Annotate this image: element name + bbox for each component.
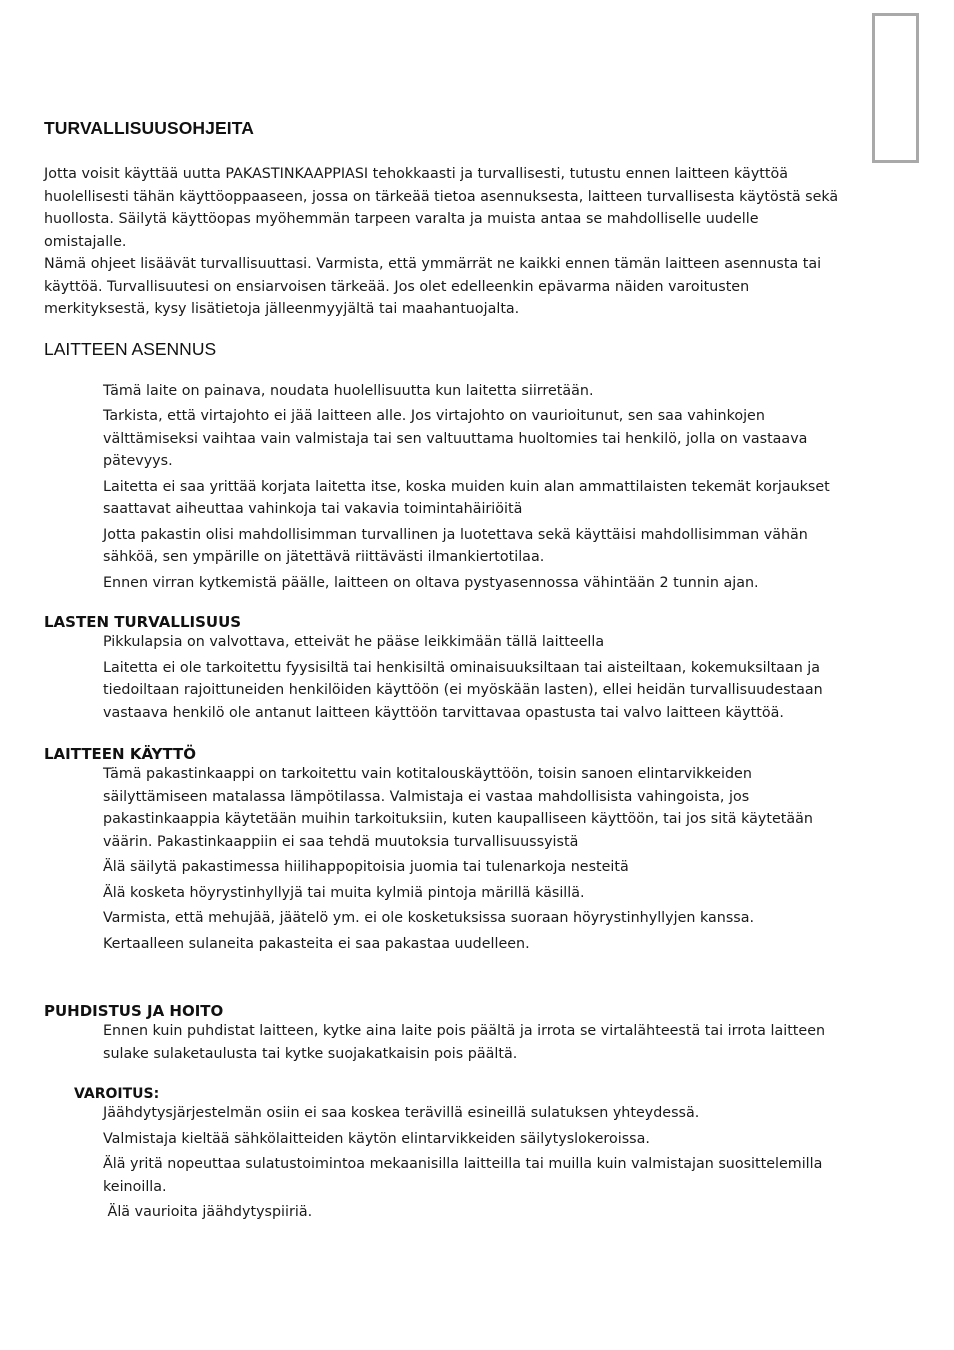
warning-item: Jäähdytysjärjestelmän osiin ei saa koskea terävillä esineillä sulatuksen yhteydessä. — [103, 1105, 700, 1121]
cleaning-list — [103, 1020, 843, 1065]
installation-item: Tämä laite on painava, noudata huolellisuutta kun laitetta siirretään. — [103, 382, 594, 399]
document-body — [44, 118, 844, 1227]
usage-item: Tämä pakastinkaappi on tarkoitettu vain kotitalouskäyttöön, toisin sanoen elintarvikkeiden säilyttämiseen matalassa lämpötilassa. Valmistaja ei vastaa mahdollisista vahingoista, jos pakastinkaappia käytetään muihin tarkoituksiin, kuten kaupalliseen käyttöön, tai jos sitä käytetään väärin. Pakastinkaappiin ei saa tehdä muutoksia turvallisuussyistä — [103, 766, 813, 850]
page-title: TURVALLISUUSOHJEITA — [44, 118, 254, 138]
usage-list — [103, 763, 843, 955]
children-item: Pikkulapsia on valvottava, etteivät he pääse leikkimään tällä laitteella — [103, 634, 605, 650]
children-list — [103, 631, 843, 724]
section-heading-cleaning: PUHDISTUS JA HOITO — [44, 1002, 224, 1020]
warning-item: Älä vaurioita jäähdytyspiiriä. — [103, 1204, 313, 1220]
installation-item: Jotta pakastin olisi mahdollisimman turvallinen ja luotettava sekä käyttäisi mahdollisimman vähän sähköä, sen ympärille on jätettävä riittävästi ilmankiertotilaa. — [103, 526, 808, 565]
section-heading-installation: LAITTEEN ASENNUS — [44, 338, 217, 359]
warning-item: Älä yritä nopeuttaa sulatustoimintoa mekaanisilla laitteilla tai muilla kuin valmistajan suosittelemilla keinoilla. — [103, 1156, 823, 1195]
warning-list — [103, 1102, 843, 1224]
section-heading-children: LASTEN TURVALLISUUS — [44, 613, 242, 631]
page-tab-marker — [872, 13, 919, 163]
intro-section — [44, 163, 844, 321]
installation-item: Tarkista, että virtajohto ei jää laitteen alle. Jos virtajohto on vaurioitunut, sen saa vahinkojen välttämiseksi vaihtaa vain valmistaja tai sen valtuuttama huoltomies tai henkilö, jolla on vastaava pätevyys. — [103, 408, 808, 469]
usage-item: Kertaalleen sulaneita pakasteita ei saa pakastaa uudelleen. — [103, 935, 530, 952]
intro-paragraph: Jotta voisit käyttää uutta PAKASTINKAAPPIASI tehokkaasti ja turvallisesti, tutustu ennen laitteen käyttöä huolellisesti tähän käyttöoppaaseen, jossa on tärkeää tietoa asennuksesta, laitteen turvallisesta käytöstä sekä huollosta. Säilytä käyttöopas myöhemmän tarpeen varalta ja muista antaa se mahdolliselle uudelle omistajalle. — [44, 166, 839, 250]
cleaning-item: Ennen kuin puhdistat laitteen, kytke aina laite pois päältä ja irrota se virtalähteestä tai irrota laitteen sulake sulaketaulusta tai kytke suojakatkaisin pois päältä. — [103, 1023, 826, 1062]
installation-list — [103, 380, 843, 595]
usage-item: Älä kosketa höyrystinhyllyjä tai muita kylmiä pintoja märillä käsillä. — [103, 884, 585, 901]
installation-item: Laitetta ei saa yrittää korjata laitetta itse, koska muiden kuin alan ammattilaisten tekemät korjaukset saattavat aiheuttaa vahinkoja tai vakavia toimintahäiriöitä — [103, 478, 830, 517]
warning-heading: VAROITUS: — [74, 1086, 160, 1102]
children-item: Laitetta ei ole tarkoitettu fyysisiltä tai henkisiltä ominaisuuksiltaan tai aisteiltaan, kokemuksiltaan ja tiedoiltaan rajoittuneiden henkilöiden käyttöön (ei myöskään lasten), ellei heidän turvallisuudestaan vastaava henkilö ole antanut laitteen käyttöön tarvittavaa opastusta tai valvo laitteen käyttöä. — [103, 659, 823, 721]
warning-item: Valmistaja kieltää sähkölaitteiden käytön elintarvikkeiden säilytyslokeroissa. — [103, 1130, 650, 1147]
usage-item: Varmista, että mehujää, jäätelö ym. ei ole kosketuksissa suoraan höyrystinhyllyjen kanssa. — [103, 910, 755, 926]
usage-item: Älä säilytä pakastimessa hiilihappopitoisia juomia tai tulenarkoja nesteitä — [103, 859, 629, 875]
installation-item: Ennen virran kytkemistä päälle, laitteen on oltava pystyasennossa vähintään 2 tunnin ajan. — [103, 574, 759, 591]
section-heading-usage: LAITTEEN KÄYTTÖ — [44, 745, 197, 763]
intro-paragraph: Nämä ohjeet lisäävät turvallisuuttasi. Varmista, että ymmärrät ne kaikki ennen tämän laitteen asennusta tai käyttöä. Turvallisuutesi on ensiarvoisen tärkeää. Jos olet edelleenkin epävarma näiden varoitusten merkityksestä, kysy lisätietoja jälleenmyyjältä tai maahantuojalta. — [44, 256, 822, 317]
